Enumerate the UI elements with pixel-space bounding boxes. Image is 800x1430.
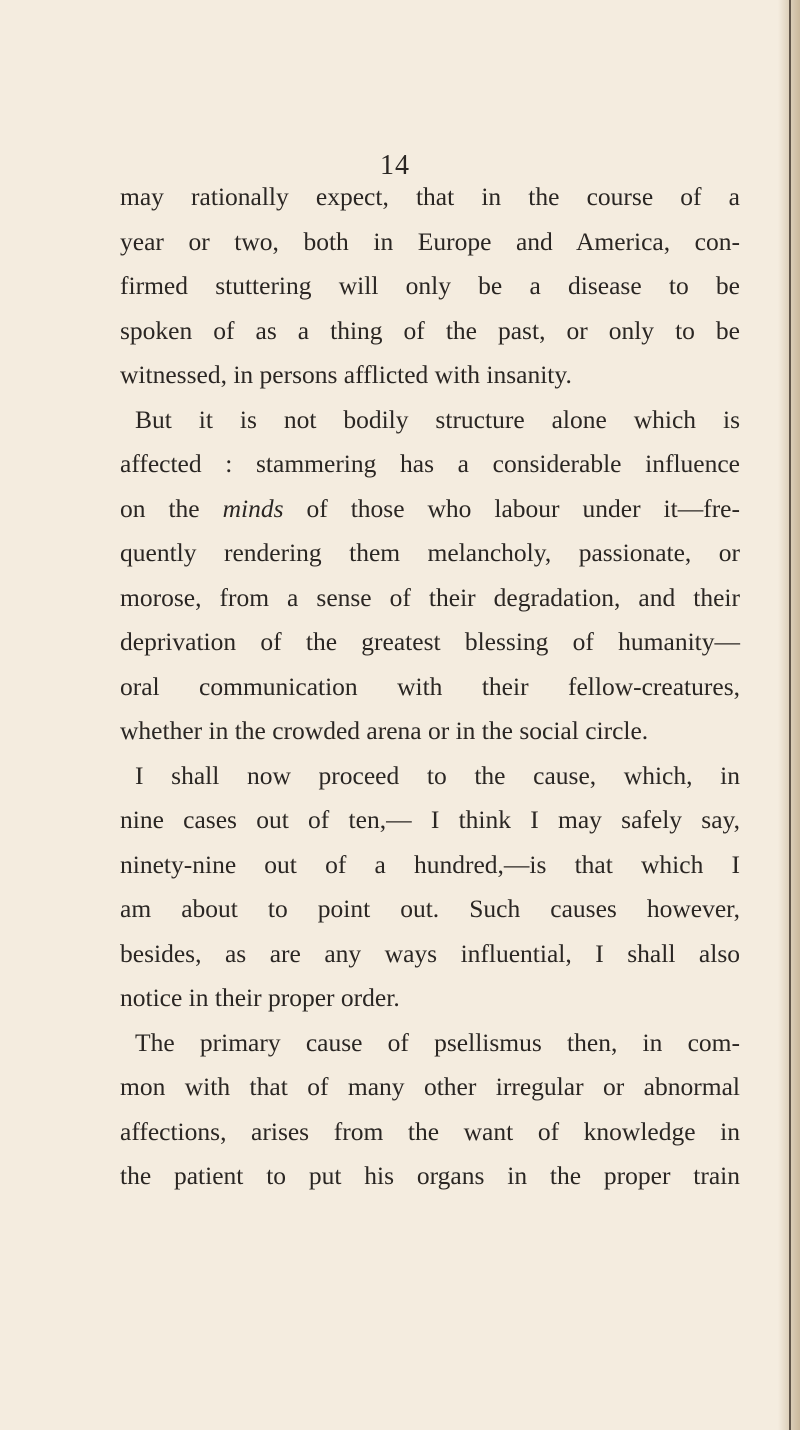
text-line: oral communication with their fellow-creatures, <box>120 671 740 701</box>
text-line: morose, from a sense of their degradation, and their <box>120 582 740 612</box>
text-line: spoken of as a thing of the past, or only to be <box>120 315 740 345</box>
text-line: year or two, both in Europe and America, con- <box>120 226 740 256</box>
body-text <box>120 175 740 1199</box>
text-line: witnessed, in persons afflicted with insanity. <box>120 360 572 389</box>
page-edge-line <box>789 0 791 1430</box>
text-line: may rationally expect, that in the course of a <box>120 182 740 211</box>
text-line: the patient to put his organs in the proper train <box>120 1161 740 1190</box>
text-line: The primary cause of psellismus then, in com- <box>135 1027 740 1057</box>
text-line: affections, arises from the want of knowledge in <box>120 1116 740 1146</box>
text-line: am about to point out. Such causes however, <box>120 894 740 923</box>
text-line: quently rendering them melancholy, passionate, or <box>120 538 740 567</box>
text-line: notice in their proper order. <box>120 983 400 1012</box>
page-number: 14 <box>380 150 410 181</box>
text-line: whether in the crowded arena or in the social circle. <box>120 716 649 745</box>
text-line: ninety-nine out of a hundred,—is that which I <box>120 849 740 879</box>
text-line: besides, as are any ways influential, I shall also <box>120 938 740 968</box>
text-line: nine cases out of ten,— I think I may safely say, <box>120 805 740 834</box>
text-line: But it is not bodily structure alone which is <box>135 404 740 434</box>
text-line: mon with that of many other irregular or abnormal <box>120 1072 740 1101</box>
emphasized-word: minds <box>222 493 284 523</box>
text-run: on the <box>120 493 223 523</box>
text-line: deprivation of the greatest blessing of humanity— <box>120 627 740 656</box>
text-line: firmed stuttering will only be a disease to be <box>120 271 740 300</box>
text-run: of those who labour under it—fre- <box>283 493 740 523</box>
text-line: affected : stammering has a considerable influence <box>120 449 740 478</box>
text-line: I shall now proceed to the cause, which, in <box>135 760 740 790</box>
text-line <box>120 487 740 532</box>
